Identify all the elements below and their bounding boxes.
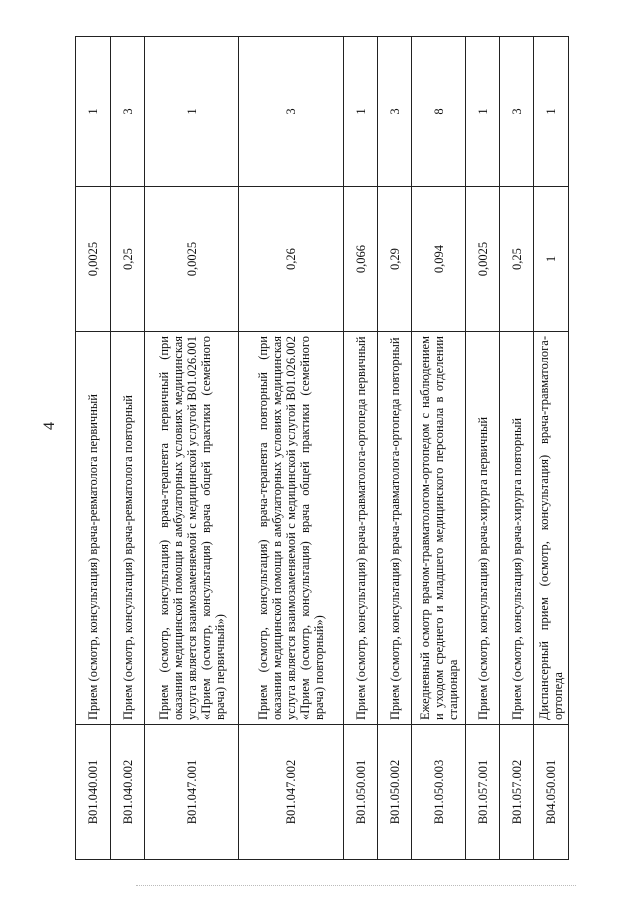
table-row [500,37,534,860]
multiplicity-cell: 1 [534,37,569,187]
multiplicity-cell: 3 [239,37,344,187]
service-name: Диспансерный прием (осмотр, консультация) врача-травматолога-ортопеда [534,332,569,725]
rotated-table-frame [75,37,592,860]
frequency-cell: 0,0025 [76,187,111,332]
frequency-cell: 0,066 [344,187,378,332]
service-code: B01.047.002 [239,725,344,860]
service-code: B01.050.003 [412,725,466,860]
scan-artifact [136,885,576,890]
service-name: Прием (осмотр, консультация) врача-терапевта первичный (при оказании медицинской помощи в амбулаторных условиях медицинская услуга является взаимозаменяемой с медицинской услугой B01.026.001 «Прием (осмотр, консультация) врача общей практики (семейного врача) первичный») [145,332,239,725]
service-name: Прием (осмотр, консультация) врача-хирурга первичный [466,332,500,725]
service-name: Ежедневный осмотр врачом-травматологом-ортопедом с наблюдением и уходом среднего и младшего медицинского персонала в отделении стационара [412,332,466,725]
frequency-cell: 0,0025 [145,187,239,332]
frequency-cell: 1 [534,187,569,332]
multiplicity-cell: 1 [76,37,111,187]
service-code: B01.057.002 [500,725,534,860]
multiplicity-cell: 1 [466,37,500,187]
services-table [75,36,569,860]
frequency-cell: 0,26 [239,187,344,332]
frequency-cell: 0,25 [111,187,145,332]
table-row [412,37,466,860]
service-code: B01.050.001 [344,725,378,860]
service-code: B01.050.002 [378,725,412,860]
service-code: B01.047.001 [145,725,239,860]
service-name: Прием (осмотр, консультация) врача-хирурга повторный [500,332,534,725]
service-code: B01.040.001 [76,725,111,860]
multiplicity-cell: 3 [111,37,145,187]
frequency-cell: 0,094 [412,187,466,332]
page-number: 4 [41,422,58,430]
service-name: Прием (осмотр, консультация) врача-ревматолога повторный [111,332,145,725]
service-name: Прием (осмотр, консультация) врача-травматолога-ортопеда первичный [344,332,378,725]
table-row [466,37,500,860]
service-code: B01.057.001 [466,725,500,860]
table-row [111,37,145,860]
frequency-cell: 0,0025 [466,187,500,332]
table-row [344,37,378,860]
service-name: Прием (осмотр, консультация) врача-терапевта повторный (при оказании медицинской помощи в амбулаторных условиях медицинская услуга является взаимозаменяемой с медицинской услугой B01.026.002 «Прием (осмотр, консультация) врача общей практики (семейного врача) повторный») [239,332,344,725]
multiplicity-cell: 8 [412,37,466,187]
service-code: B01.040.002 [111,725,145,860]
frequency-cell: 0,25 [500,187,534,332]
table-container [75,37,592,860]
frequency-cell: 0,29 [378,187,412,332]
table-row [76,37,111,860]
table-row [239,37,344,860]
table-row [145,37,239,860]
table-row [378,37,412,860]
service-name: Прием (осмотр, консультация) врача-травматолога-ортопеда повторный [378,332,412,725]
multiplicity-cell: 3 [378,37,412,187]
multiplicity-cell: 1 [145,37,239,187]
service-code: B04.050.001 [534,725,569,860]
multiplicity-cell: 3 [500,37,534,187]
service-name: Прием (осмотр, консультация) врача-ревматолога первичный [76,332,111,725]
multiplicity-cell: 1 [344,37,378,187]
table-row [534,37,569,860]
